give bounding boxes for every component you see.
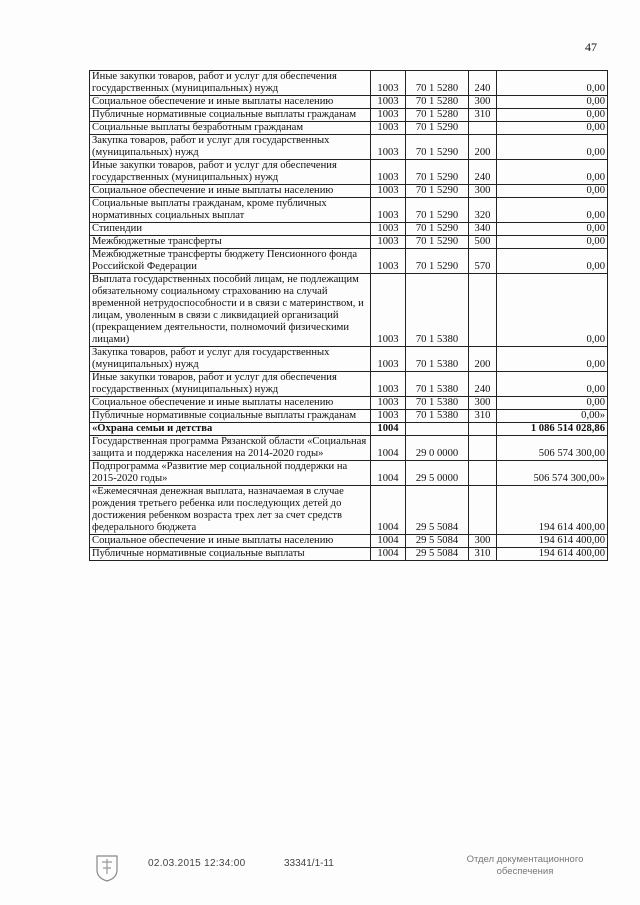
row-section-cell: 1003 — [371, 347, 406, 372]
row-section-cell: 1003 — [371, 185, 406, 198]
row-code-cell: 70 1 5380 — [406, 274, 469, 347]
row-code-cell: 70 1 5290 — [406, 236, 469, 249]
row-expense-type-cell — [469, 423, 497, 436]
row-code-cell: 70 1 5290 — [406, 135, 469, 160]
row-section-cell: 1003 — [371, 122, 406, 135]
row-sum-cell: 0,00 — [497, 347, 608, 372]
row-expense-type-cell: 320 — [469, 198, 497, 223]
row-name-cell: Социальное обеспечение и иные выплаты населению — [90, 535, 371, 548]
row-section-cell: 1003 — [371, 160, 406, 185]
table-row — [90, 436, 608, 461]
row-name-cell: Стипендии — [90, 223, 371, 236]
row-section-cell: 1004 — [371, 423, 406, 436]
footer-timestamp: 02.03.2015 12:34:00 — [148, 858, 246, 869]
row-sum-cell: 0,00 — [497, 236, 608, 249]
table-row — [90, 347, 608, 372]
budget-table-body — [90, 71, 608, 561]
row-section-cell: 1003 — [371, 397, 406, 410]
row-section-cell: 1003 — [371, 198, 406, 223]
row-section-cell: 1003 — [371, 96, 406, 109]
row-section-cell: 1003 — [371, 236, 406, 249]
row-sum-cell: 0,00 — [497, 135, 608, 160]
row-section-cell: 1003 — [371, 71, 406, 96]
row-sum-cell: 0,00 — [497, 96, 608, 109]
row-sum-cell: 0,00 — [497, 249, 608, 274]
row-code-cell: 70 1 5380 — [406, 372, 469, 397]
row-expense-type-cell: 300 — [469, 185, 497, 198]
row-name-cell: Закупка товаров, работ и услуг для государственных (муниципальных) нужд — [90, 135, 371, 160]
table-row — [90, 486, 608, 535]
row-code-cell: 70 1 5290 — [406, 223, 469, 236]
row-expense-type-cell: 570 — [469, 249, 497, 274]
row-sum-cell: 0,00 — [497, 122, 608, 135]
row-expense-type-cell — [469, 274, 497, 347]
table-row — [90, 461, 608, 486]
table-row — [90, 185, 608, 198]
row-name-cell: Социальные выплаты безработным гражданам — [90, 122, 371, 135]
row-sum-cell: 0,00 — [497, 274, 608, 347]
footer-doc-ref: 33341/1-11 — [284, 858, 334, 869]
table-row — [90, 71, 608, 96]
row-sum-cell: 0,00 — [497, 160, 608, 185]
row-section-cell: 1004 — [371, 461, 406, 486]
row-name-cell: Иные закупки товаров, работ и услуг для обеспечения государственных (муниципальных) нужд — [90, 160, 371, 185]
table-row — [90, 236, 608, 249]
row-name-cell: Публичные нормативные социальные выплаты — [90, 548, 371, 561]
row-expense-type-cell: 310 — [469, 410, 497, 423]
table-row — [90, 109, 608, 122]
table-row — [90, 535, 608, 548]
row-expense-type-cell: 310 — [469, 109, 497, 122]
row-name-cell: «Охрана семьи и детства — [90, 423, 371, 436]
row-sum-cell: 0,00 — [497, 109, 608, 122]
row-code-cell: 29 5 5084 — [406, 486, 469, 535]
row-code-cell: 29 5 5084 — [406, 548, 469, 561]
table-row — [90, 249, 608, 274]
row-expense-type-cell — [469, 461, 497, 486]
row-section-cell: 1003 — [371, 223, 406, 236]
row-section-cell: 1004 — [371, 548, 406, 561]
row-expense-type-cell — [469, 436, 497, 461]
row-name-cell: Межбюджетные трансферты бюджету Пенсионного фонда Российской Федерации — [90, 249, 371, 274]
row-sum-cell: 0,00 — [497, 372, 608, 397]
department-stamp — [450, 854, 600, 878]
row-sum-cell: 0,00 — [497, 185, 608, 198]
coat-of-arms-icon — [94, 852, 120, 882]
row-section-cell: 1004 — [371, 535, 406, 548]
table-row — [90, 274, 608, 347]
row-name-cell: Социальное обеспечение и иные выплаты населению — [90, 397, 371, 410]
row-name-cell: Межбюджетные трансферты — [90, 236, 371, 249]
row-code-cell: 70 1 5290 — [406, 249, 469, 274]
row-expense-type-cell: 240 — [469, 160, 497, 185]
table-row — [90, 410, 608, 423]
table-row — [90, 160, 608, 185]
row-section-cell: 1003 — [371, 274, 406, 347]
row-expense-type-cell: 240 — [469, 372, 497, 397]
row-name-cell: Публичные нормативные социальные выплаты гражданам — [90, 109, 371, 122]
row-section-cell: 1003 — [371, 135, 406, 160]
row-section-cell: 1003 — [371, 249, 406, 274]
row-code-cell: 70 1 5290 — [406, 185, 469, 198]
row-name-cell: Социальные выплаты гражданам, кроме публичных нормативных социальных выплат — [90, 198, 371, 223]
row-sum-cell: 194 614 400,00 — [497, 486, 608, 535]
budget-table — [89, 70, 608, 561]
row-sum-cell: 0,00 — [497, 198, 608, 223]
row-name-cell: Государственная программа Рязанской области «Социальная защита и поддержка населения на 2014-2020 годы» — [90, 436, 371, 461]
row-code-cell: 70 1 5380 — [406, 347, 469, 372]
row-code-cell: 70 1 5290 — [406, 122, 469, 135]
row-section-cell: 1003 — [371, 410, 406, 423]
table-row — [90, 372, 608, 397]
stamp-line-2: обеспечения — [496, 866, 554, 877]
row-name-cell: Иные закупки товаров, работ и услуг для обеспечения государственных (муниципальных) нужд — [90, 71, 371, 96]
row-code-cell: 70 1 5280 — [406, 109, 469, 122]
row-sum-cell: 1 086 514 028,86 — [497, 423, 608, 436]
row-sum-cell: 0,00 — [497, 397, 608, 410]
row-code-cell: 70 1 5280 — [406, 96, 469, 109]
table-row — [90, 198, 608, 223]
row-code-cell: 70 1 5380 — [406, 410, 469, 423]
row-code-cell: 29 5 5084 — [406, 535, 469, 548]
row-expense-type-cell: 300 — [469, 397, 497, 410]
row-sum-cell: 0,00 — [497, 71, 608, 96]
row-section-cell: 1004 — [371, 436, 406, 461]
row-code-cell: 70 1 5380 — [406, 397, 469, 410]
table-row — [90, 135, 608, 160]
row-section-cell: 1004 — [371, 486, 406, 535]
row-name-cell: Социальное обеспечение и иные выплаты населению — [90, 185, 371, 198]
row-sum-cell: 194 614 400,00 — [497, 548, 608, 561]
row-sum-cell: 194 614 400,00 — [497, 535, 608, 548]
row-expense-type-cell: 240 — [469, 71, 497, 96]
row-code-cell: 29 5 0000 — [406, 461, 469, 486]
row-expense-type-cell: 300 — [469, 96, 497, 109]
row-name-cell: «Ежемесячная денежная выплата, назначаемая в случае рождения третьего ребенка или последующих детей до достижения ребенком возраста трех лет за счет средств федерального бюджета — [90, 486, 371, 535]
row-sum-cell: 506 574 300,00 — [497, 436, 608, 461]
row-sum-cell: 0,00» — [497, 410, 608, 423]
row-name-cell: Социальное обеспечение и иные выплаты населению — [90, 96, 371, 109]
table-row — [90, 397, 608, 410]
row-sum-cell: 506 574 300,00» — [497, 461, 608, 486]
row-name-cell: Закупка товаров, работ и услуг для государственных (муниципальных) нужд — [90, 347, 371, 372]
row-name-cell: Выплата государственных пособий лицам, не подлежащим обязательному социальному страхованию на случай временной нетрудоспособности и в связи с материнством, и лицам, уволенным в связи с ликвидацией организаций (прекращением деятельности, полномочий физическими лицами) — [90, 274, 371, 347]
row-expense-type-cell — [469, 122, 497, 135]
row-name-cell: Иные закупки товаров, работ и услуг для обеспечения государственных (муниципальных) нужд — [90, 372, 371, 397]
row-expense-type-cell: 500 — [469, 236, 497, 249]
row-expense-type-cell — [469, 486, 497, 535]
row-expense-type-cell: 300 — [469, 535, 497, 548]
row-code-cell: 29 0 0000 — [406, 436, 469, 461]
row-name-cell: Публичные нормативные социальные выплаты гражданам — [90, 410, 371, 423]
row-expense-type-cell: 200 — [469, 135, 497, 160]
stamp-line-1: Отдел документационного — [466, 854, 584, 865]
table-row — [90, 423, 608, 436]
row-sum-cell: 0,00 — [497, 223, 608, 236]
row-code-cell — [406, 423, 469, 436]
row-name-cell: Подпрограмма «Развитие мер социальной поддержки на 2015-2020 годы» — [90, 461, 371, 486]
row-expense-type-cell: 200 — [469, 347, 497, 372]
table-row — [90, 122, 608, 135]
row-code-cell: 70 1 5280 — [406, 71, 469, 96]
table-row — [90, 223, 608, 236]
row-code-cell: 70 1 5290 — [406, 160, 469, 185]
row-code-cell: 70 1 5290 — [406, 198, 469, 223]
table-row — [90, 548, 608, 561]
page-number: 47 — [585, 40, 597, 54]
table-row — [90, 96, 608, 109]
row-expense-type-cell: 310 — [469, 548, 497, 561]
row-section-cell: 1003 — [371, 372, 406, 397]
row-expense-type-cell: 340 — [469, 223, 497, 236]
row-section-cell: 1003 — [371, 109, 406, 122]
